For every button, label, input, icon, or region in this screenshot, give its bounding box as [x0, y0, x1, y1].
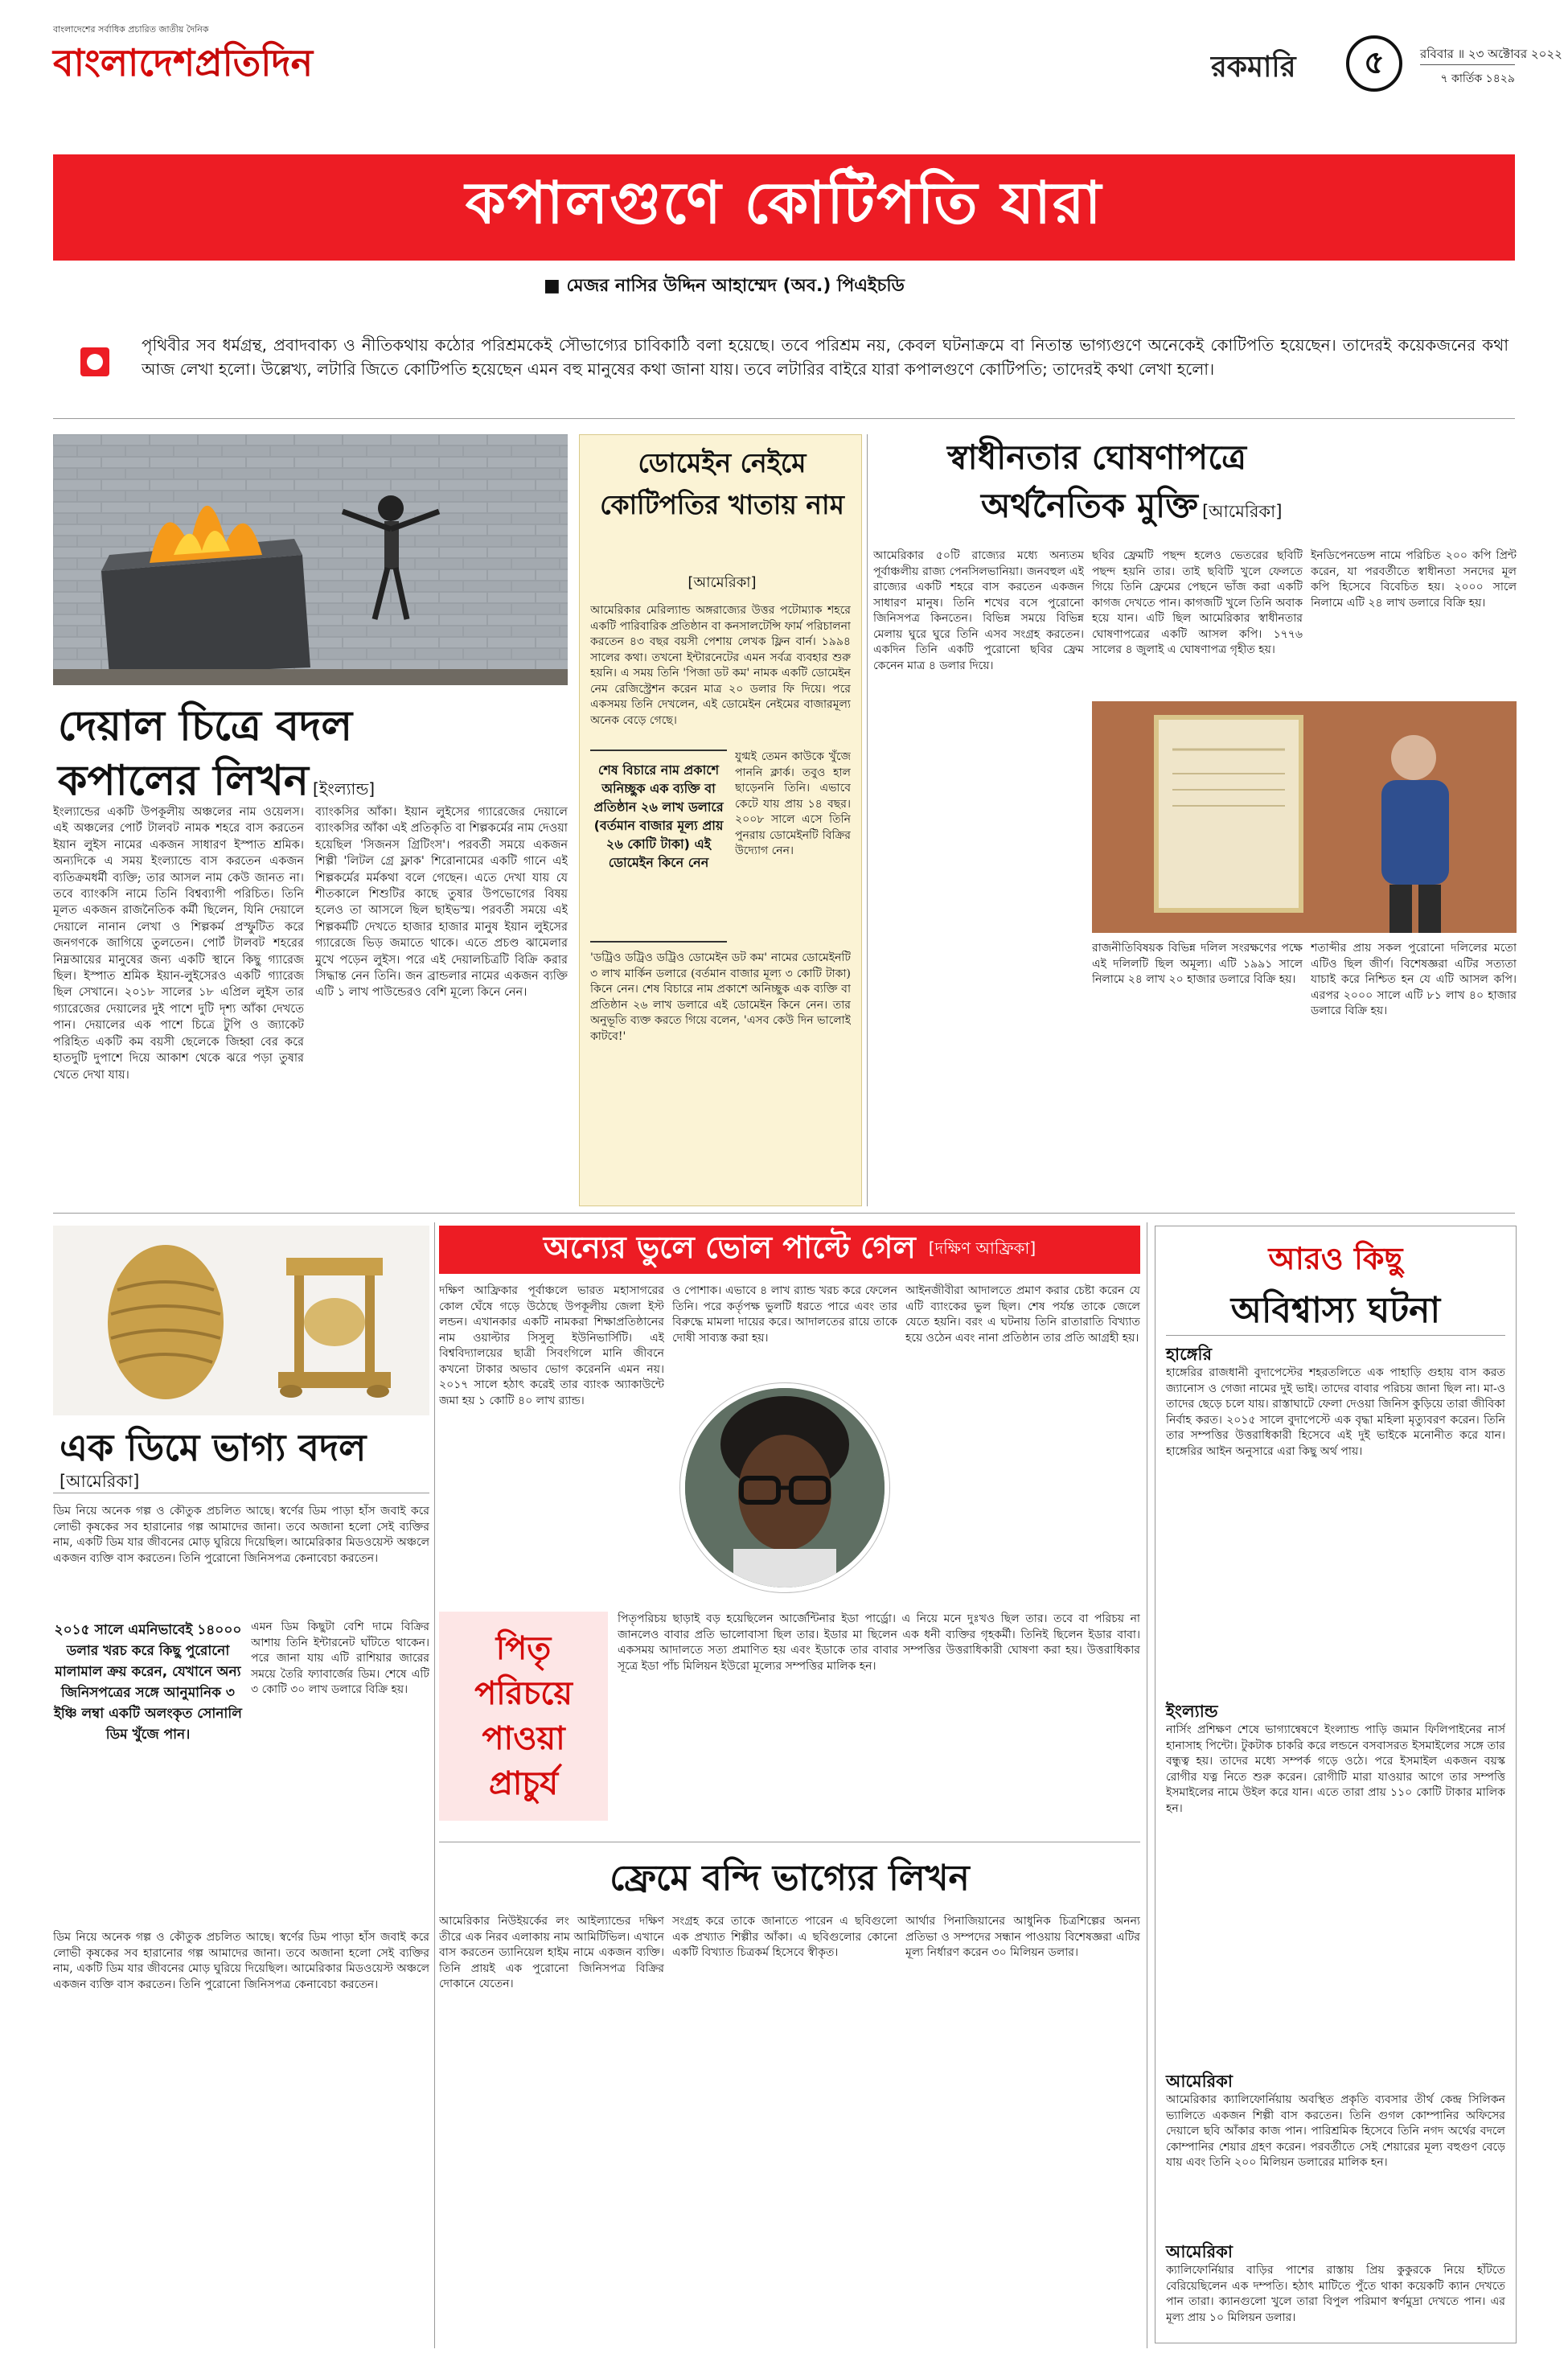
egg-col-bottom-text: ডিম নিয়ে অনেক গল্প ও কৌতুক প্রচলিত আছে। স্বর্ণের ডিম পাড়া হাঁস জবাই করে লোভী কৃষকের সব হারানোর গল্প আমাদের জানা। তবে অজানা হলো সেই ব্যক্তির নাম, একটি ডিম যার জীবনের মোড় ঘুরিয়ে দিয়েছিল। আমেরিকার মিডওয়েস্ট অঞ্চলে একজন ব্যক্তি বাস করতেন। তিনি পুরোনো জিনিসপত্র কেনাবেচা করতেন। [53, 1931, 429, 1991]
decl-col-1: আমেরিকার ৫০টি রাজ্যের মধ্যে অন্যতম পূর্বাঞ্চলীয় রাজ্য পেনসিলভানিয়া। জনবহুল এই রাজ্যের একটি শহরে বাস করতেন একজন সাধারণ মানুষ। তিনি শখের বসে পুরোনো জিনিসপত্র কিনতেন। বিভিন্ন সময়ে বিভিন্ন মেলায় ঘুরে ঘুরে তিনি এসব সংগ্রহ করতেন। একদিন তিনি একটি পুরোনো ছবির ফ্রেম কেনেন মাত্র ৪ ডলার দিয়ে। [873, 549, 1084, 672]
page-number: ৫ [1364, 43, 1385, 81]
more-item-1-country: হাঙ্গেরি [1166, 1345, 1213, 1364]
egg-tag: [আমেরিকা] [60, 1472, 140, 1491]
newspaper-logo [53, 35, 313, 97]
more-item-3-country: আমেরিকা [1166, 2072, 1233, 2091]
masthead [53, 23, 1562, 143]
logo-part2: প্রতিদিন [195, 41, 314, 84]
father-headline-1: পিতৃ [495, 1629, 552, 1667]
frame-headline: ফ্রেমে বন্দি ভাগ্যের লিখন [610, 1858, 970, 1899]
more-item-4-text: ক্যালিফোর্নিয়ার বাড়ির পাশের রাস্তায় প্রিয় কুকুরকে নিয়ে হাঁটতে বেরিয়েছিলেন এক দম্পতি। হঠাৎ মাটিতে পুঁতে থাকা কয়েকটি ক্যান দেখতে পান তারা। ক্যানগুলো খুলে তারা বিপুল পরিমাণ স্বর্ণমুদ্রা দেখতে পান। এর মূল্য প্রায় ১০ মিলিয়ন ডলার। [1166, 2264, 1505, 2324]
masthead-date-rule [1420, 64, 1515, 65]
wrong-tag: [দক্ষিণ আফ্রিকা] [928, 1238, 1036, 1258]
egg-pullquote [53, 1620, 243, 1922]
decl-headline-1: স্বাধীনতার ঘোষণাপত্রে [947, 437, 1246, 477]
wrong-headline: অন্যের ভুলে ভোল পাল্টে গেল [543, 1229, 916, 1265]
father-headline-4: প্রাচুর্য [488, 1764, 559, 1802]
col-divider-2 [434, 1222, 435, 2348]
egg-pullquote-text: ২০১৫ সালে এমনিভাবেই ১৪০০০ ডলার খরচ করে কিছু পুরোনো মালামাল ক্রয় করেন, যেখানে অন্য জিনিসপত্রের সঙ্গে আনুমানিক ৩ ইঞ্চি লম্বা একটি অলংকৃত সোনালি ডিম খুঁজে পান। [54, 1622, 242, 1743]
main-headline: কপালগুণে কোটিপতি যারা [465, 168, 1103, 236]
more-subtitle: অবিশ্বাস্য ঘটনা [1230, 1290, 1441, 1331]
domain-tag: [আমেরিকা] [688, 574, 757, 591]
wrong-col-1: দক্ষিণ আফ্রিকার পূর্বাঞ্চলে ভারত মহাসাগরের কোল ঘেঁষে গড়ে উঠেছে উপকূলীয় জেলা ইস্ট লন্ডন। এখানকার একটি নামকরা শিক্ষাপ্রতিষ্ঠানের নাম ওয়াল্টার সিসুলু ইউনিভার্সিটি। এই বিশ্ববিদ্যালয়ের ছাত্রী সিবংগিলে মানি জীবনে কখনো টাকার অভাব ভোগ করেননি এমন নয়। ২০১৭ সালে হঠাৎ করেই তার ব্যাংক অ্যাকাউন্টে জমা হয় ১ কোটি ৪০ লাখ র‍্যান্ড। [439, 1284, 664, 1407]
more-item-3-text: আমেরিকার ক্যালিফোর্নিয়ায় অবস্থিত প্রকৃতি ব্যবসার তীর্থ কেন্দ্র সিলিকন ভ্যালিতে একজন শিল্পী বাস করতেন। তিনি গুগল কোম্পানির অফিসের দেয়ালে ছবি আঁকার কাজ পান। পারিশ্রমিক হিসেবে তিনি নগদ অর্থের বদলে কোম্পানির শেয়ার গ্রহণ করেন। পরবর্তীতে সেই শেয়ারের মূল্য বহুগুণ বেড়ে যায় এবং তিনি ২০০ মিলিয়ন ডলারের মালিক হন। [1166, 2093, 1505, 2169]
decl-headline-2: অর্থনৈতিক মুক্তি [981, 486, 1198, 525]
wrong-col-2: ও পোশাক। এভাবে ৪ লাখ র‍্যান্ড খরচ করে ফেলেন তিনি। পরে কর্তৃপক্ষ ভুলটি ধরতে পারে এবং তার বিরুদ্ধে মামলা দায়ের করে। আদালতের রায়ে তাকে দোষী সাব্যস্ত করা হয়। [672, 1284, 897, 1345]
decl-headline-2-row [981, 479, 1282, 536]
egg-col-intro: ডিম নিয়ে অনেক গল্প ও কৌতুক প্রচলিত আছে। স্বর্ণের ডিম পাড়া হাঁস জবাই করে লোভী কৃষকের সব হারানোর গল্প আমাদের জানা। তবে অজানা হলো সেই ব্যক্তির নাম, একটি ডিম যার জীবনের মোড় ঘুরিয়ে দিয়েছিল। আমেরিকার মিডওয়েস্ট অঞ্চলে একজন ব্যক্তি বাস করতেন। তিনি পুরোনো জিনিসপত্র কেনাবেচা করতেন। [53, 1505, 429, 1565]
father-headline-box [439, 1612, 608, 1821]
decl-col-3: ইনডিপেনডেন্স নামে পরিচিত ২০০ কপি প্রিন্ট করেন, যা পরবর্তীতে স্বাধীনতা সনদের মূল কপি হিসেবে বিবেচিত হয়। ২০০০ সালে নিলামে এটি ২৪ লাখ ডলারে বিক্রি হয়। [1311, 549, 1517, 610]
more-title: আরও কিছু [1268, 1240, 1403, 1276]
byline-bullet: ■ [544, 276, 567, 296]
wall-col-2: ব্যাংকসির আঁকা। ইয়ান লুইসের গ্যারেজের দেয়ালে ব্যাংকসির আঁকা এই প্রতিকৃতি বা শিল্পকর্মের নাম দেওয়া হয়েছিল 'সিজনস গ্রিটিংস'। পরবর্তী সময়ে একজন শিল্পী 'লিটল গ্রে ফ্লাক' শিরোনামের একটি গানে এই শিল্পকর্মের মর্মকথা বলে গেছেন। এতে দেখা যায় যে শীতকালে শিশুটির কাছে তুষার উপভোগের বিষয় হলেও তা আসলে ছিল ছাইভস্ম। পরবর্তী সময়ে এই শিল্পকর্মটি দেখতে হাজার হাজার মানুষ ইয়ান লুইসের গ্যারেজে ভিড় জমাতে থাকে। এতে প্রচণ্ড ঝামেলার মুখে পড়েন লুইস। পরে এই দেয়ালচিত্রটি বিক্রি করার সিদ্ধান্ত নেন তিনি। জন ব্রান্ডলার নামের একজন ব্যক্তি এটি ১ লাখ পাউন্ডেরও বেশি মূল্যে কিনে নেন। [315, 806, 568, 1000]
egg-col-2: এমন ডিম কিছুটা বেশি দামে বিক্রির আশায় তিনি ইন্টারনেট ঘাঁটতে থাকেন। পরে জানা যায় এটি রাশিয়ার জারের সময়ে তৈরি ফ্যাবার্জের ডিম। শেষে এটি ৩ কোটি ৩০ লাখ ডলারে বিক্রি হয়। [251, 1620, 429, 1696]
masthead-tagline: বাংলাদেশের সর্বাধিক প্রচারিত জাতীয় দৈনিক [53, 24, 209, 35]
father-headline-3: পাওয়া [482, 1719, 565, 1757]
banksy-mural-photo [53, 434, 568, 685]
wall-headline-1: দেয়াল চিত্রে বদল [58, 701, 353, 750]
faberge-egg-photo [53, 1226, 429, 1415]
frame-col-2: সংগ্রহ করে তাকে জানাতে পারেন এ ছবিগুলো এক প্রখ্যাত শিল্পীর আঁকা। এ ছবিগুলোর কোনো একটি বিখ্যাত চিত্রকর্ম হিসেবে স্বীকৃত। [672, 1915, 897, 1959]
domain-col-side: যুগ্মই তেমন কাউকে খুঁজে পাননি ক্লার্ক। তবুও হাল ছাড়েননি তিনি। এভাবে কেটে যায় প্রায় ১৪ বছর। ২০০৮ সালে এসে তিনি পুনরায় ডোমেইনটি বিক্রির উদ্যোগ নেন। [735, 750, 851, 857]
egg-headline: এক ডিমে ভাগ্য বদল [60, 1426, 367, 1469]
domain-pullquote-text: শেষ বিচারে নাম প্রকাশে অনিচ্ছুক এক ব্যক্তি বা প্রতিষ্ঠান ২৬ লাখ ডলারে (বর্তমান বাজার মূল্য প্রায় ২৬ কোটি টাকা) এই ডোমেইন কিনে নেন [593, 762, 724, 870]
declaration-photo [1092, 701, 1517, 933]
father-text: পিতৃপরিচয় ছাড়াই বড় হয়েছিলেন আর্জেন্টিনার ইডা পার্ড্রো। এ নিয়ে মনে দুঃখও ছিল তার। তবে বা পরিচয় না জানলেও বাবার প্রতি ভালোবাসা ছিল তার। ইডার মা ছিলেন এক ধনী ব্যক্তির গৃহকর্মী। তিনিই ছিলেন ইডার বাবা। একসময় আদালতে সত্য প্রমাণিত হয় এবং ইডাকে তার বাবার সম্পত্তির উত্তরাধিকারী ঘোষণা করা হয়। উত্তরাধিকার সূত্রে ইডা পাঁচ মিলিয়ন ইউরো মূল্যের সম্পত্তির মালিক হন। [618, 1612, 1140, 1673]
intro-divider [53, 418, 1515, 419]
col-divider-1 [867, 434, 868, 1206]
woman-portrait-photo [680, 1383, 889, 1592]
wall-tag: [ইংল্যান্ড] [313, 779, 376, 799]
more-item-4-country: আমেরিকা [1166, 2242, 1233, 2261]
more-item-2-text: নার্সিং প্রশিক্ষণ শেষে ভাগ্যান্বেষণে ইংল্যান্ড পাড়ি জমান ফিলিপাইনের নার্স হানাসাহ পিন্টো। টুকটাক চাকরি করে লন্ডনে বসবাসরত ইসমাইলের সঙ্গে তার বন্ধুত্ব হয়। তাদের মধ্যে সম্পর্ক গড়ে ওঠে। পরে ইসমাইল একজন বয়স্ক রোগীর যত্ন নিতে শুরু করেন। রোগীটি মারা যাওয়ার আগে তার সম্পত্তি ইসমাইলের নামে উইল করে যান। এতে তারা প্রায় ১১০ কোটি টাকার মালিক হন। [1166, 1723, 1505, 1815]
egg-col-bottom [53, 1930, 429, 2340]
more-item-2-country: ইংল্যান্ড [1166, 1702, 1218, 1721]
logo-part1: বাংলাদেশ [53, 41, 195, 84]
decl-bottom-col-1: রাজনীতিবিষয়ক বিভিন্ন দলিল সংরক্ষণের পক্ষে এই দলিলটি ছিল অমূল্য। এটি ১৯৯১ সালে নিলামে ২৪ লাখ ২০ হাজার ডলারে বিক্রি হয়। [1092, 942, 1303, 986]
issue-date-bangla: ৭ কার্তিক ১৪২৯ [1440, 72, 1515, 85]
intro-paragraph: পৃথিবীর সব ধর্মগ্রন্থ, প্রবাদবাক্য ও নীতিকথায় কঠোর পরিশ্রমকেই সৌভাগ্যের চাবিকাঠি বলা হয়েছে। তবে পরিশ্রম নয়, কেবল ঘটনাক্রমে বা নিতান্ত ভাগ্যগুণে অনেকেই কোটিপতি হয়েছেন। তাদেরই কয়েকজনের কথা আজ লেখা হলো। উল্লেখ্য, লটারি জিতে কোটিপতি হয়েছেন এমন বহু মানুষের কথা জানা যায়। তবে লটারির বাইরে যারা কপালগুণে কোটিপতি; তাদেরই কথা লেখা হলো। [142, 335, 1508, 379]
more-title-rule [1166, 1335, 1505, 1336]
decl-tag: [আমেরিকা] [1202, 502, 1283, 521]
wall-headline-2: কপালের লিখন [58, 756, 309, 805]
byline-text: মেজর নাসির উদ্দিন আহাম্মেদ (অব.) পিএইচডি [566, 276, 905, 296]
decl-col-2: ছবির ফ্রেমটি পছন্দ হলেও ভেতরের ছবিটি পছন্দ হয়নি তার। তাই ছবিটি খুলে ফেলতে গিয়ে তিনি ফ্রেমের পেছনে ভাঁজ করা একটি কাগজ দেখতে পান। কাগজটি খুলে তিনি অবাক হয়ে যান। এটি ছিল আমেরিকার স্বাধীনতার ঘোষণাপত্রের একটি আসল কপি। ১৭৭৬ সালের ৪ জুলাই এ ঘোষণাপত্র গৃহীত হয়। [1092, 549, 1303, 656]
domain-col-bottom: 'ডট্রিও ডট্রিও ডট্রিও ডোমেইন ডট কম' নামের ডোমেইনটি ৩ লাখ মার্কিন ডলারে (বর্তমান বাজার মূল্য ৩ কোটি টাকা) কিনে নেন। শেষ বিচারে নাম প্রকাশে অনিচ্ছুক এক ব্যক্তি বা প্রতিষ্ঠান ২৬ লাখ ডলারে এই ডোমেইন কিনে নেন। তার অনুভূতি ব্যক্ত করতে গিয়ে বলেন, 'এসব কেউ দিন ভালোই কাটবে!' [590, 951, 851, 1043]
section-name: রকমারি [1211, 51, 1296, 84]
decl-bottom-col-2: শতাব্দীর প্রায় সকল পুরোনো দলিলের মতো এটিও ছিল জীর্ণ। বিশেষজ্ঞরা এটির সত্যতা যাচাই করে নিশ্চিত হন যে এটি আসল কপি। এরপর ২০০০ সালে এটি ৮১ লাখ ৪০ হাজার ডলারে বিক্রি হয়। [1311, 942, 1517, 1017]
wrong-col-3: আইনজীবীরা আদালতে প্রমাণ করার চেষ্টা করেন যে এটি ব্যাংকের ভুল ছিল। শেষ পর্যন্ত তাকে জেলে যেতে হয়নি। বরং এ ঘটনায় তিনি রাতারাতি বিখ্যাত হয়ে ওঠেন এবং নানা প্রতিষ্ঠান তার প্রতি আগ্রহী হয়। [905, 1284, 1140, 1345]
section-divider [53, 1213, 1515, 1214]
domain-col-top: আমেরিকার মেরিল্যান্ড অঙ্গরাজ্যের উত্তর পটোম্যাক শহরে একটি পারিবারিক প্রতিষ্ঠান বা কনসালটেন্সি ফার্ম পরিচালনা করতেন ৪৩ বছর বয়সী পেশায় লেখক ফ্লিন বার্ন। ১৯৯৪ সালের কথা। তখনো ইন্টারনেটের এমন সর্বত্র ব্যবহার শুরু হয়নি। এ সময় তিনি 'পিজা ডট কম' নামক একটি ডোমেইন নেম রেজিস্ট্রেশন করেন মাত্র ২০ ডলার ফি দিয়ে। পরে একসময় তিনি দেখলেন, এই ডোমেইন নেইমের বাজারমূল্য অনেক বেড়ে গেছে। [590, 604, 851, 727]
wrong-headline-band [439, 1226, 1140, 1274]
domain-pullquote [590, 750, 727, 943]
more-item-1-text: হাঙ্গেরির রাজধানী বুদাপেস্টের শহরতলিতে এক পাহাড়ি গুহায় বাস করত জ্যানোস ও গেজা নামের দুই ভাই। তাদের বাবার পরিচয় জানা ছিল না। মা-ও তাদের ছেড়ে চলে যায়। রাস্তাঘাটে ফেলা দেওয়া জিনিস কুড়িয়ে তারা জীবিকা নির্বাহ করত। ২০১৫ সালে বুদাপেস্টে এক বৃদ্ধা মহিলা মৃত্যুবরণ করেন। তিনি তার সম্পত্তির উত্তরাধিকারী হিসেবে এই দুই ভাইকে মনোনীত করে যান। হাঙ্গেরির আইন অনুসারে এরা কিছু অর্থ পায়। [1166, 1366, 1505, 1458]
issue-date: রবিবার ॥ ২৩ অক্টোবর ২০২২ [1420, 47, 1562, 61]
domain-headline: ডোমেইন নেইমে কোটিপতির খাতায় নাম [600, 447, 844, 520]
main-headline-band [53, 154, 1515, 261]
father-headline-2: পরিচয়ে [474, 1674, 573, 1712]
frame-col-1: আমেরিকার নিউইয়র্কের লং আইল্যান্ডের দক্ষিণ তীরে এক নিরব এলাকায় নাম আমিটিভিল। এখানে বাস করতেন ড্যানিয়েল হাইম নামে একজন ব্যক্তি। তিনি প্রায়ই এক পুরোনো জিনিসপত্র বিক্রির দোকানে যেতেন। [439, 1915, 664, 1990]
wall-col-1: ইংল্যান্ডের একটি উপকূলীয় অঞ্চলের নাম ওয়েলস। এই অঞ্চলের পোর্ট টালবট নামক শহরে বাস করতেন ইয়ান লুইস নামের একজন সাধারণ ইস্পাত শ্রমিক। অন্যদিকে এ সময় ইংল্যান্ডে বাস করতেন একজন ব্যতিক্রমধর্মী ব্যক্তি; তার আসল নাম কেউ জানত না। তবে ব্যাংকসি নামে তিনি বিশ্বব্যাপী পরিচিত। তিনি মূলত একজন রাজনৈতিক কর্মী ছিলেন, যিনি দেয়ালে দেয়ালে নানান লেখা ও শিল্পকর্ম প্রস্ফুটিত করে জনগণকে জাগিয়ে তুলতেন। পোর্ট টালবট শহরের নিম্নআয়ের মানুষের জন্য একটি স্থানে কিছু গ্যারেজ ছিল। ইস্পাত শ্রমিক ইয়ান-লুইসেরও একটি গ্যারেজ ছিল সেখানে। ২০১৮ সালের ১৮ এপ্রিল লুইস তার গ্যারেজের দেয়ালের দুই পাশে দুটি দৃশ্য আঁকা দেখতে পান। দেয়ালের এক পাশে চিত্রে টুপি ও জ্যাকেট পরিহিত একটি কম বয়সী ছেলেকে জিহ্বা বের করে হাতদুটি দুপাশে দিয়ে আকাশ থেকে ঝরে পড়া তুষার খেতে দেখা যায়। [53, 806, 304, 1082]
page-number-badge [1346, 35, 1402, 92]
intro-bullet-icon [80, 347, 109, 376]
frame-col-3: আর্থার পিনাজিয়ানের আধুনিক চিত্রশিল্পের অনন্য প্রতিভা ও সম্পদের সন্ধান পাওয়ায় বিশেষজ্ঞরা এটির মূল্য নির্ধারণ করেন ৩০ মিলিয়ন ডলার। [905, 1915, 1140, 1959]
byline [544, 272, 905, 302]
